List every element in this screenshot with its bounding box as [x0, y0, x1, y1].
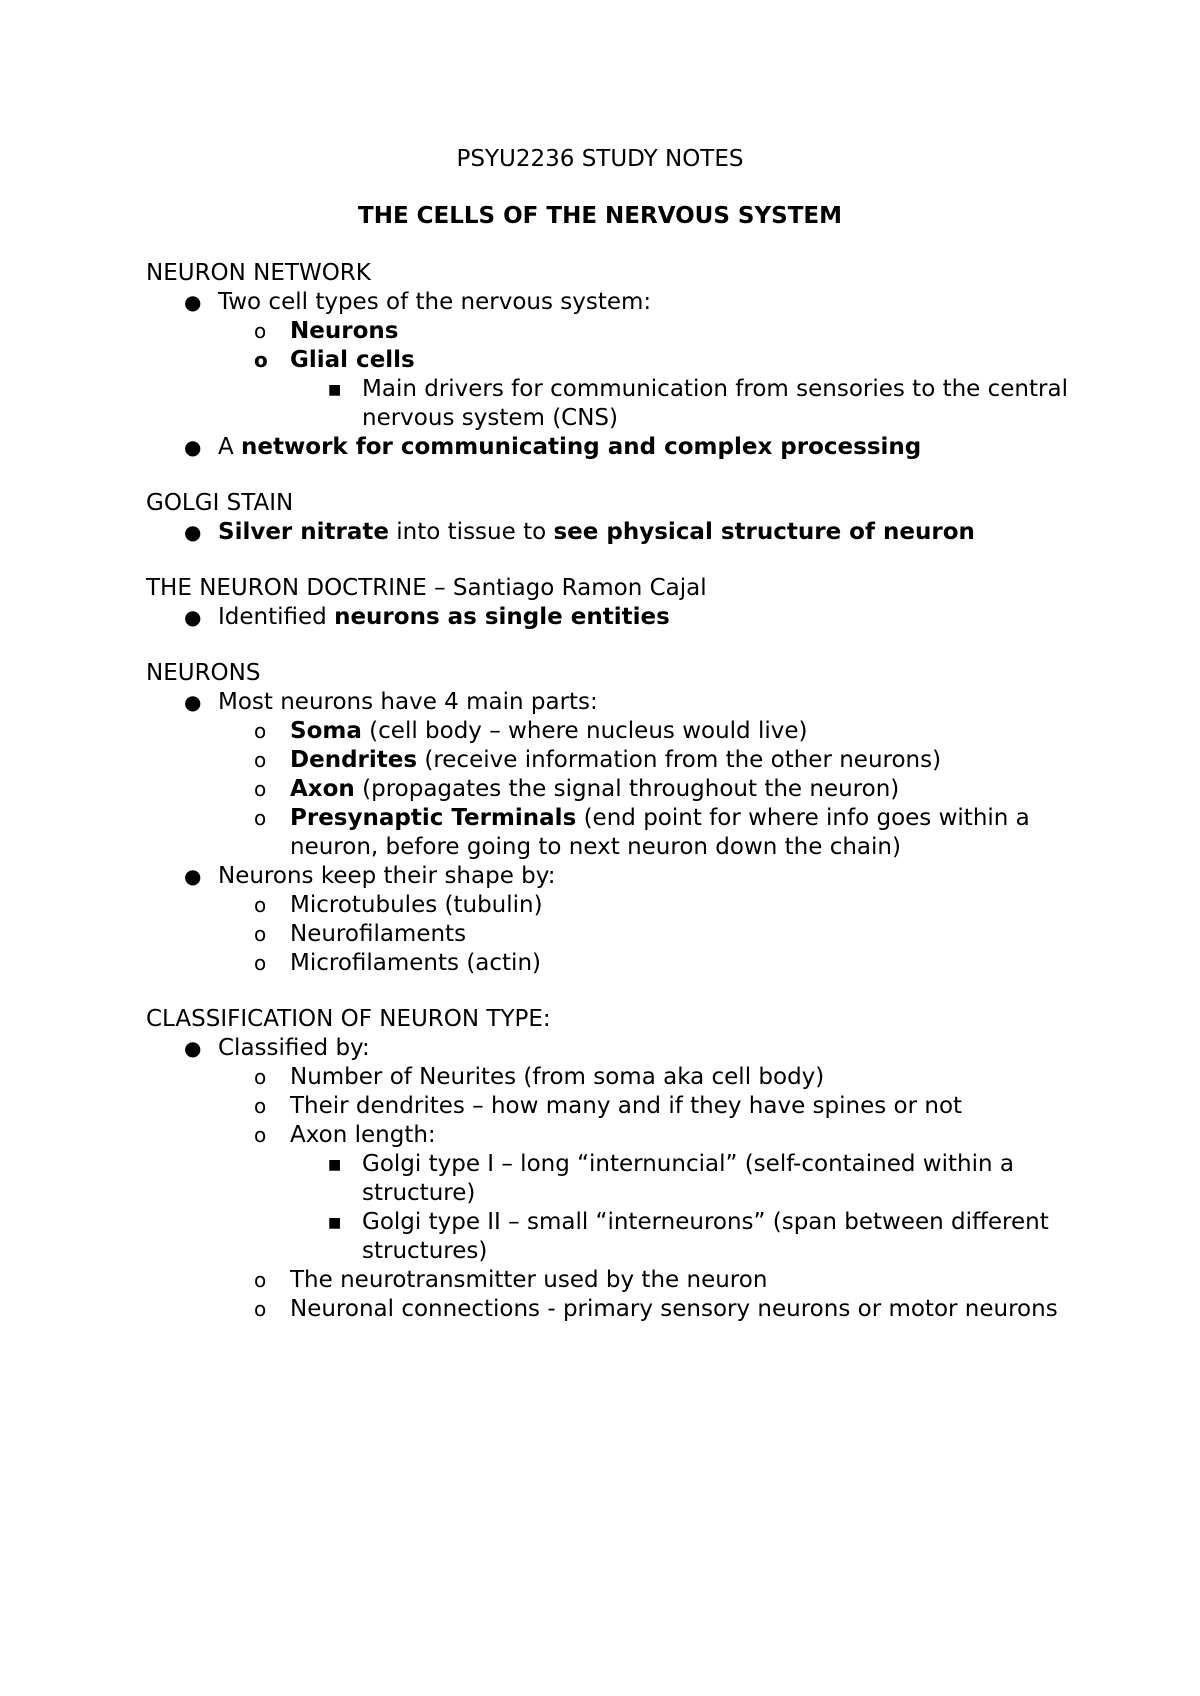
bullet-list: [146, 603, 1076, 632]
part-name: Presynaptic Terminals: [290, 805, 577, 831]
list-item: [290, 1208, 1076, 1266]
list-item: [146, 688, 1076, 862]
list-item: [146, 603, 1076, 632]
list-item: [218, 1092, 1076, 1121]
list-item: [218, 746, 1076, 775]
bullet-circle-icon: o: [254, 348, 268, 372]
list-item-text: A: [218, 434, 242, 460]
section-golgi-stain: [146, 489, 1076, 547]
bullet-list: [146, 688, 1076, 978]
list-item: [218, 891, 1076, 920]
list-item-text: The neurotransmitter used by the neuron: [290, 1267, 768, 1293]
list-item: [218, 1266, 1076, 1295]
section-neuron-doctrine: [146, 574, 1076, 632]
section-neuron-network: [146, 259, 1076, 462]
list-item: [218, 920, 1076, 949]
bullet-circle-icon: o: [254, 893, 267, 917]
list-item-text: Neurofilaments: [290, 921, 467, 947]
part-desc: (cell body – where nucleus would live): [361, 718, 808, 744]
list-item-text: Axon length:: [290, 1122, 436, 1148]
section-title: NEURON NETWORK: [146, 260, 371, 286]
list-item-text: into tissue to: [388, 519, 554, 545]
bullet-dot-icon: ●: [184, 520, 202, 544]
bullet-dot-icon: ●: [184, 690, 202, 714]
section-classification: [146, 1005, 1076, 1324]
document-body: [146, 259, 1076, 1351]
section-title: CLASSIFICATION OF NEURON TYPE:: [146, 1006, 551, 1032]
list-item-text: Microfilaments (actin): [290, 950, 541, 976]
bullet-circle-icon: o: [254, 748, 267, 772]
list-item: [146, 288, 1076, 433]
sub-list: [218, 891, 1076, 978]
list-item-text: Neurons keep their shape by:: [218, 863, 556, 889]
list-item: [218, 1063, 1076, 1092]
bullet-dot-icon: ●: [184, 1036, 202, 1060]
bullet-circle-icon: o: [254, 806, 267, 830]
list-item-bold-text: neurons as single entities: [334, 604, 670, 630]
list-item-text: Classified by:: [218, 1035, 370, 1061]
bullet-square-icon: ■: [328, 382, 342, 398]
bullet-dot-icon: ●: [184, 435, 202, 459]
list-item-bold-text: Silver nitrate: [218, 519, 389, 545]
section-title: NEURONS: [146, 660, 261, 686]
bullet-dot-icon: ●: [184, 605, 202, 629]
document-title: PSYU2236 STUDY NOTES: [456, 146, 744, 172]
list-item-text: Neurons: [290, 318, 399, 344]
list-item-text: Most neurons have 4 main parts:: [218, 689, 598, 715]
bullet-square-icon: ■: [328, 1157, 342, 1173]
bullet-circle-icon: o: [254, 777, 267, 801]
bullet-circle-icon: o: [254, 719, 267, 743]
list-item: [146, 862, 1076, 978]
sub-list: [218, 717, 1076, 862]
section-title: GOLGI STAIN: [146, 490, 294, 516]
list-item-text: Golgi type II – small “interneurons” (span between different structures): [362, 1209, 1049, 1264]
list-item: [290, 1150, 1076, 1208]
bullet-circle-icon: o: [254, 1123, 267, 1147]
list-item: [218, 775, 1076, 804]
bullet-dot-icon: ●: [184, 290, 202, 314]
list-item: [218, 346, 1076, 433]
part-name: Axon: [290, 776, 355, 802]
list-item: [218, 1121, 1076, 1266]
bullet-circle-icon: o: [254, 1297, 267, 1321]
sub-list: [218, 317, 1076, 433]
list-item-text: Golgi type I – long “internuncial” (self-contained within a structure): [362, 1151, 1014, 1206]
bullet-list: [146, 1034, 1076, 1324]
sub-sub-list: [290, 1150, 1076, 1266]
list-item-bold-text: see physical structure of neuron: [553, 519, 975, 545]
part-desc: (end point for where info goes within a neuron, before going to next neuron down the chain): [290, 805, 1030, 860]
list-item: [218, 717, 1076, 746]
part-desc: (propagates the signal throughout the neuron): [354, 776, 900, 802]
list-item-text: Microtubules (tubulin): [290, 892, 543, 918]
section-neurons: [146, 659, 1076, 978]
list-item: [218, 804, 1076, 862]
bullet-list: [146, 288, 1076, 462]
bullet-circle-icon: o: [254, 1094, 267, 1118]
list-item-text: Their dendrites – how many and if they have spines or not: [290, 1093, 963, 1119]
part-desc: (receive information from the other neurons): [417, 747, 942, 773]
bullet-circle-icon: o: [254, 1065, 267, 1089]
list-item: [290, 375, 1076, 433]
list-item-text: Identified: [218, 604, 335, 630]
list-item: [218, 317, 1076, 346]
bullet-dot-icon: ●: [184, 864, 202, 888]
document-heading: THE CELLS OF THE NERVOUS SYSTEM: [358, 203, 842, 229]
part-name: Dendrites: [290, 747, 418, 773]
list-item-text: Neuronal connections - primary sensory neurons or motor neurons: [290, 1296, 1058, 1322]
bullet-circle-icon: o: [254, 922, 267, 946]
list-item-text: Number of Neurites (from soma aka cell body): [290, 1064, 825, 1090]
list-item-text: Main drivers for communication from sensories to the central nervous system (CNS): [362, 376, 1068, 431]
list-item: [146, 433, 1076, 462]
list-item: [218, 949, 1076, 978]
sub-list: [218, 1063, 1076, 1324]
bullet-list: [146, 518, 1076, 547]
bullet-circle-icon: o: [254, 1268, 267, 1292]
bullet-circle-icon: o: [254, 951, 267, 975]
sub-sub-list: [290, 375, 1076, 433]
bullet-square-icon: ■: [328, 1215, 342, 1231]
part-name: Soma: [290, 718, 362, 744]
list-item-text: Two cell types of the nervous system:: [218, 289, 652, 315]
list-item-bold-text: network for communicating and complex processing: [241, 434, 922, 460]
list-item-text: Glial cells: [290, 347, 415, 373]
list-item: [146, 518, 1076, 547]
list-item: [146, 1034, 1076, 1324]
section-title: THE NEURON DOCTRINE – Santiago Ramon Cajal: [146, 575, 707, 601]
bullet-circle-icon: o: [254, 319, 267, 343]
list-item: [218, 1295, 1076, 1324]
